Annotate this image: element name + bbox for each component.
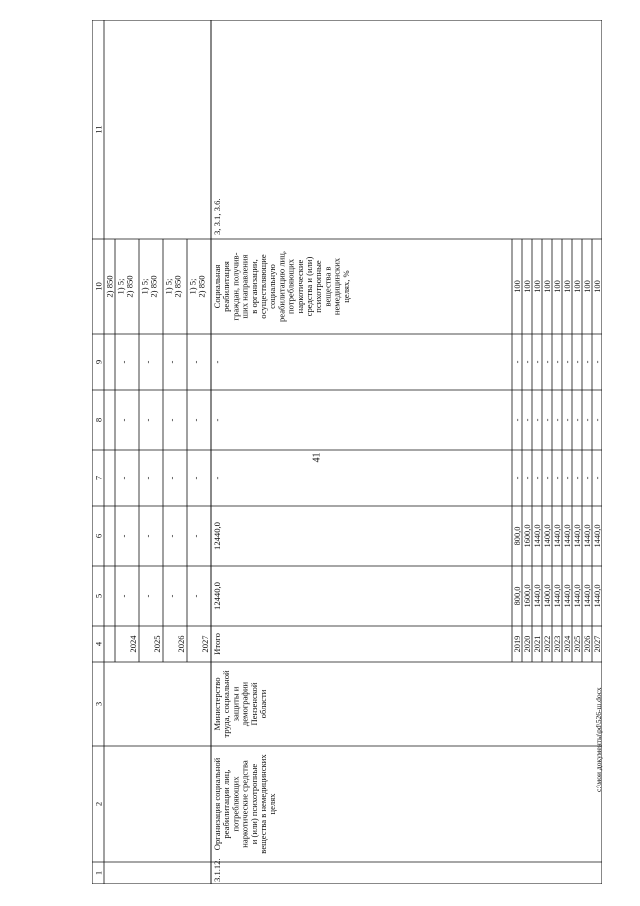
indicator-value-cell: 1) 5;2) 850 bbox=[163, 275, 183, 298]
value-cell: - bbox=[542, 476, 552, 480]
value-cell: - bbox=[552, 418, 562, 422]
value-cell: - bbox=[532, 418, 542, 422]
item-name: Организация социальнойреабилитации лиц,потребляющихнаркотические средстваи (или) психотропныевещества в немедицинскихцелях bbox=[212, 754, 278, 854]
value-cell: 1440,0 bbox=[562, 584, 572, 608]
item-executor: Министерствотруда, социальнойзащиты идемографииПензенскойобласти bbox=[212, 670, 268, 738]
year-cell: 2027 bbox=[200, 635, 210, 653]
value-cell: - bbox=[572, 360, 582, 364]
column-header: 3 bbox=[93, 701, 104, 707]
value-cell: - bbox=[542, 360, 552, 364]
value-cell: - bbox=[532, 476, 542, 480]
year-cell: 2024 bbox=[128, 635, 138, 653]
page-number: 41 bbox=[311, 452, 323, 463]
value-cell: 1440,0 bbox=[572, 584, 582, 608]
value-cell: - bbox=[166, 360, 177, 364]
value-cell: - bbox=[552, 360, 562, 364]
year-cell: 2025 bbox=[152, 635, 162, 653]
indicator-value-cell: 2) 850 bbox=[104, 275, 115, 298]
indicator-value-cell: 100 bbox=[532, 280, 542, 293]
data-table bbox=[92, 20, 602, 884]
indicator-value-cell: 100 bbox=[582, 280, 592, 293]
column-header: 7 bbox=[93, 475, 104, 481]
value-cell: - bbox=[166, 594, 177, 598]
value-cell: 1440,0 bbox=[552, 584, 562, 608]
value-cell: 1440,0 bbox=[562, 524, 572, 548]
column-header: 2 bbox=[93, 801, 104, 807]
indicator-value-cell: 100 bbox=[542, 280, 552, 293]
year-cell: 2025 bbox=[572, 635, 582, 653]
column-header: 1 bbox=[93, 870, 104, 876]
indicator-text: Социальнаяреабилитацияграждан, получив-ших направленияв организации,осуществляющиесоциальнуюреабилитацию лиц,потребляющихнаркотическиесредства и (или)психотропныевещества внемедицинскихцелях, % bbox=[212, 251, 351, 322]
total-value: - bbox=[212, 360, 222, 364]
item-number: 3.1.12. bbox=[212, 858, 222, 882]
indicator-value-cell: 1) 5;2) 850 bbox=[187, 275, 207, 298]
indicator-value-cell: 100 bbox=[552, 280, 562, 293]
value-cell: - bbox=[190, 360, 201, 364]
value-cell: - bbox=[572, 476, 582, 480]
value-cell: - bbox=[582, 476, 592, 480]
value-cell: - bbox=[522, 476, 532, 480]
total-label: Итого bbox=[212, 633, 222, 655]
column-header: 4 bbox=[93, 641, 104, 647]
year-cell: 2026 bbox=[176, 635, 186, 653]
value-cell: - bbox=[592, 418, 602, 422]
indicator-value-cell: 100 bbox=[522, 280, 532, 293]
value-cell: - bbox=[542, 418, 552, 422]
value-cell: - bbox=[166, 476, 177, 480]
value-cell: - bbox=[512, 418, 522, 422]
total-value: 12440,0 bbox=[212, 582, 222, 610]
indicator-value-cell: 100 bbox=[572, 280, 582, 293]
value-cell: - bbox=[512, 360, 522, 364]
year-cell: 2019 bbox=[512, 635, 522, 653]
value-cell: 1600,0 bbox=[522, 584, 532, 608]
indicator-value-cell: 1) 5;2) 850 bbox=[139, 275, 159, 298]
value-cell: - bbox=[190, 418, 201, 422]
year-cell: 2021 bbox=[532, 635, 542, 653]
value-cell: - bbox=[592, 476, 602, 480]
value-cell: - bbox=[512, 476, 522, 480]
value-cell: 1440,0 bbox=[582, 524, 592, 548]
column-header: 6 bbox=[93, 533, 104, 539]
value-cell: - bbox=[118, 418, 129, 422]
value-cell: 800,0 bbox=[512, 526, 522, 546]
value-cell: - bbox=[562, 418, 572, 422]
value-cell: 1440,0 bbox=[552, 524, 562, 548]
year-cell: 2020 bbox=[522, 635, 532, 653]
value-cell: 1440,0 bbox=[532, 584, 542, 608]
value-cell: - bbox=[166, 534, 177, 538]
value-cell: 1440,0 bbox=[532, 524, 542, 548]
value-cell: 1440,0 bbox=[592, 584, 602, 608]
year-cell: 2022 bbox=[542, 635, 552, 653]
value-cell: - bbox=[118, 594, 129, 598]
value-cell: - bbox=[582, 360, 592, 364]
value-cell: - bbox=[190, 534, 201, 538]
column-header: 9 bbox=[93, 359, 104, 365]
total-value: 12440,0 bbox=[212, 522, 222, 550]
value-cell: - bbox=[552, 476, 562, 480]
year-cell: 2024 bbox=[562, 635, 572, 653]
indicator-value-cell: 100 bbox=[562, 280, 572, 293]
value-cell: - bbox=[522, 418, 532, 422]
column-header: 5 bbox=[93, 593, 104, 599]
column-header: 8 bbox=[93, 417, 104, 423]
value-cell: - bbox=[562, 360, 572, 364]
indicator-value-cell: 1) 5;2) 850 bbox=[115, 275, 135, 298]
value-cell: 1400,0 bbox=[542, 584, 552, 608]
indicator-value-cell: 100 bbox=[592, 280, 602, 293]
value-cell: - bbox=[142, 418, 153, 422]
value-cell: - bbox=[142, 476, 153, 480]
column-header: 11 bbox=[93, 125, 104, 134]
value-cell: - bbox=[142, 360, 153, 364]
value-cell: - bbox=[190, 476, 201, 480]
value-cell: 1440,0 bbox=[572, 524, 582, 548]
value-cell: - bbox=[118, 360, 129, 364]
value-cell: - bbox=[582, 418, 592, 422]
value-cell: - bbox=[522, 360, 532, 364]
value-cell: 1440,0 bbox=[592, 524, 602, 548]
year-cell: 2027 bbox=[592, 635, 602, 653]
value-cell: - bbox=[142, 534, 153, 538]
year-cell: 2023 bbox=[552, 635, 562, 653]
value-cell: - bbox=[118, 534, 129, 538]
value-cell: - bbox=[572, 418, 582, 422]
total-value: - bbox=[212, 476, 222, 480]
file-path-footer: c:\мои документы\pd\526-ш.docx bbox=[594, 687, 603, 792]
value-cell: 800,0 bbox=[512, 586, 522, 606]
value-cell: 1440,0 bbox=[582, 584, 592, 608]
value-cell: - bbox=[142, 594, 153, 598]
value-cell: 1400,0 bbox=[542, 524, 552, 548]
value-cell: - bbox=[592, 360, 602, 364]
value-cell: - bbox=[562, 476, 572, 480]
year-cell: 2026 bbox=[582, 635, 592, 653]
column-header: 10 bbox=[93, 282, 104, 291]
total-value: - bbox=[212, 418, 222, 422]
goal-reference: 3, 3.1, 3.6. bbox=[212, 198, 222, 235]
value-cell: - bbox=[532, 360, 542, 364]
value-cell: - bbox=[166, 418, 177, 422]
value-cell: - bbox=[118, 476, 129, 480]
indicator-value-cell: 100 bbox=[512, 280, 522, 293]
value-cell: - bbox=[190, 594, 201, 598]
value-cell: 1600,0 bbox=[522, 524, 532, 548]
